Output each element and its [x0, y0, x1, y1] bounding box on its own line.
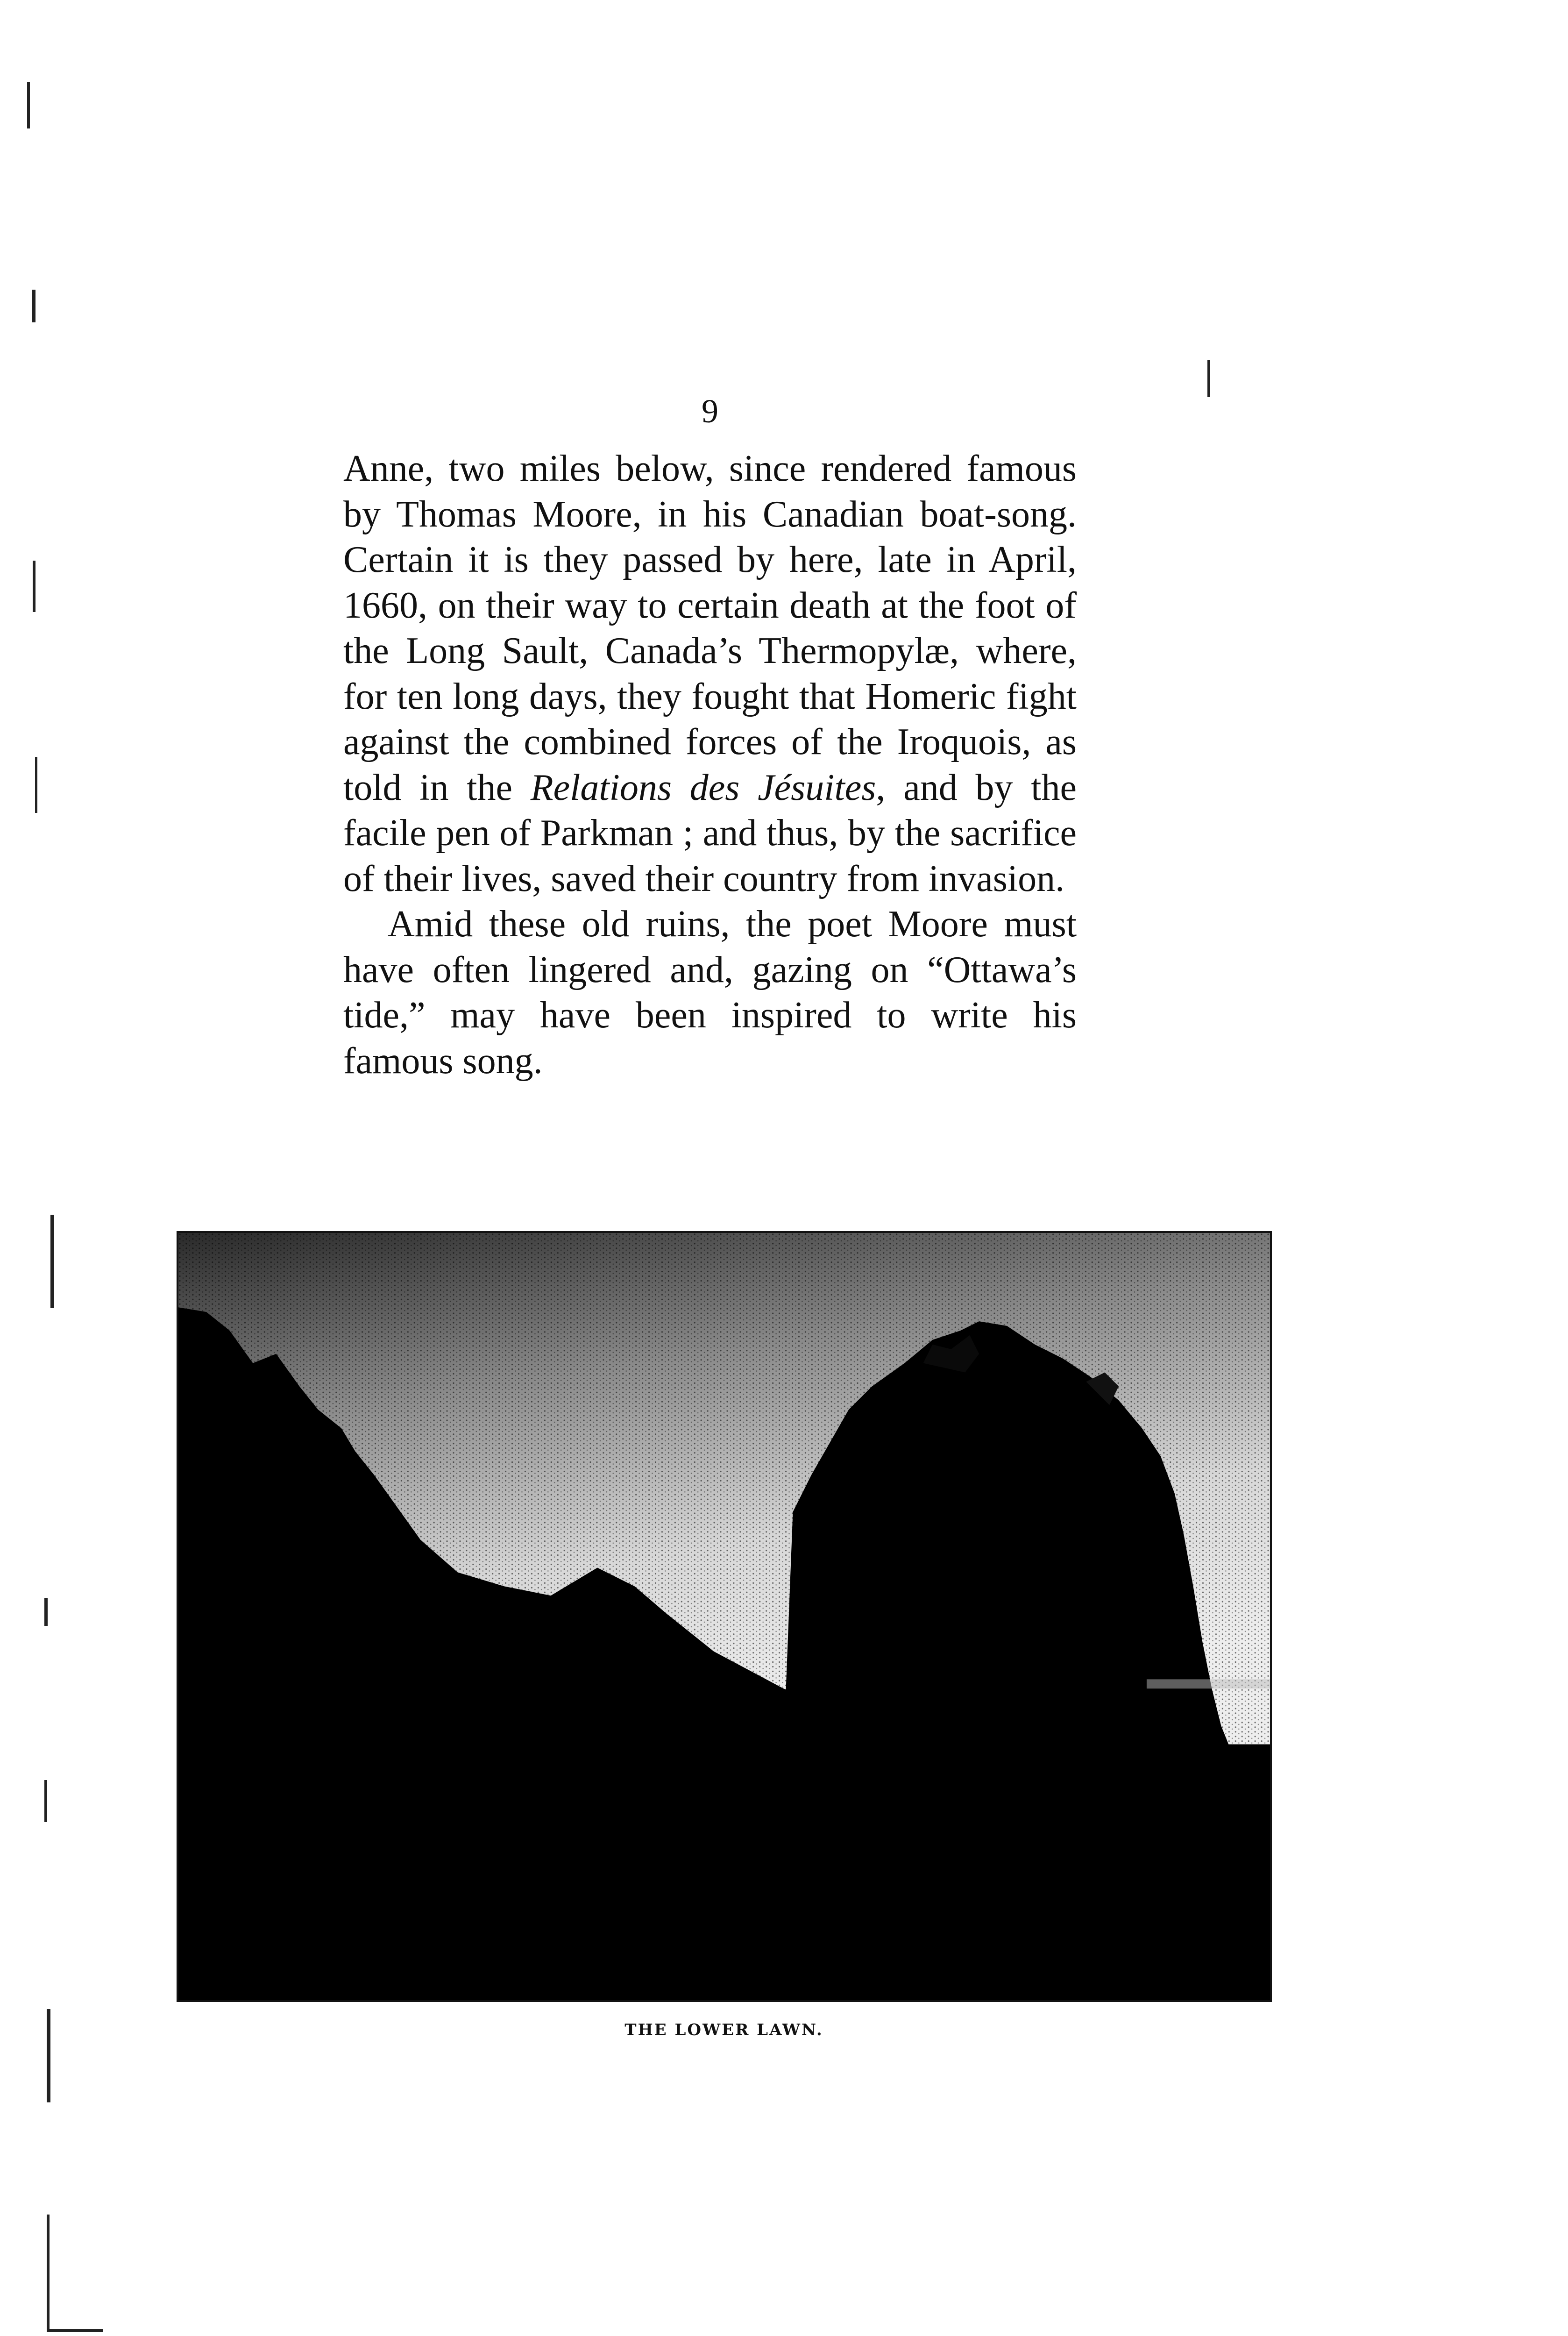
figure-caption: THE LOWER LAWN. — [624, 2021, 823, 2039]
page-number: 9 — [702, 392, 718, 430]
figure-photo — [177, 1231, 1272, 2002]
text-run: Amid these old ruins, the poet Moore must have often lingered and, gazing on “Ottawa’s tide,” may have been inspired to write his famous song. — [343, 904, 1077, 1082]
scan-margin-mark — [35, 757, 37, 813]
scan-margin-mark — [32, 290, 35, 322]
text-run: , and by the facile pen of Parkman ; and thus, by the sacrifice of their lives, saved their country from invasion. — [343, 767, 1077, 899]
scan-margin-mark — [27, 82, 30, 128]
scan-margin-mark — [44, 1598, 48, 1626]
lower-lawn-photograph — [178, 1233, 1270, 2000]
scan-margin-mark — [33, 561, 35, 612]
paragraph — [343, 902, 1077, 1084]
scan-margin-mark — [47, 2329, 103, 2332]
scan-margin-mark — [44, 1780, 47, 1822]
text-run: Anne, two miles below, since rendered famous by Thomas Moore, in his Canadian boat-song. Certain it is they passed by here, late in April, 1660, on their way to certain death at the foot of the Long Sault, Canada’s Thermopylæ, where, for ten long days, they fought that Homeric fight against the combined forces of the Iroquois, as told in the — [343, 448, 1077, 808]
scan-margin-mark — [47, 2009, 50, 2102]
body-text — [343, 446, 1077, 1084]
scan-margin-mark — [47, 2215, 50, 2331]
paragraph — [343, 446, 1077, 902]
scan-margin-mark — [50, 1215, 54, 1308]
scan-margin-mark — [1207, 360, 1210, 397]
italic-title: Relations des Jésuites — [530, 767, 876, 808]
